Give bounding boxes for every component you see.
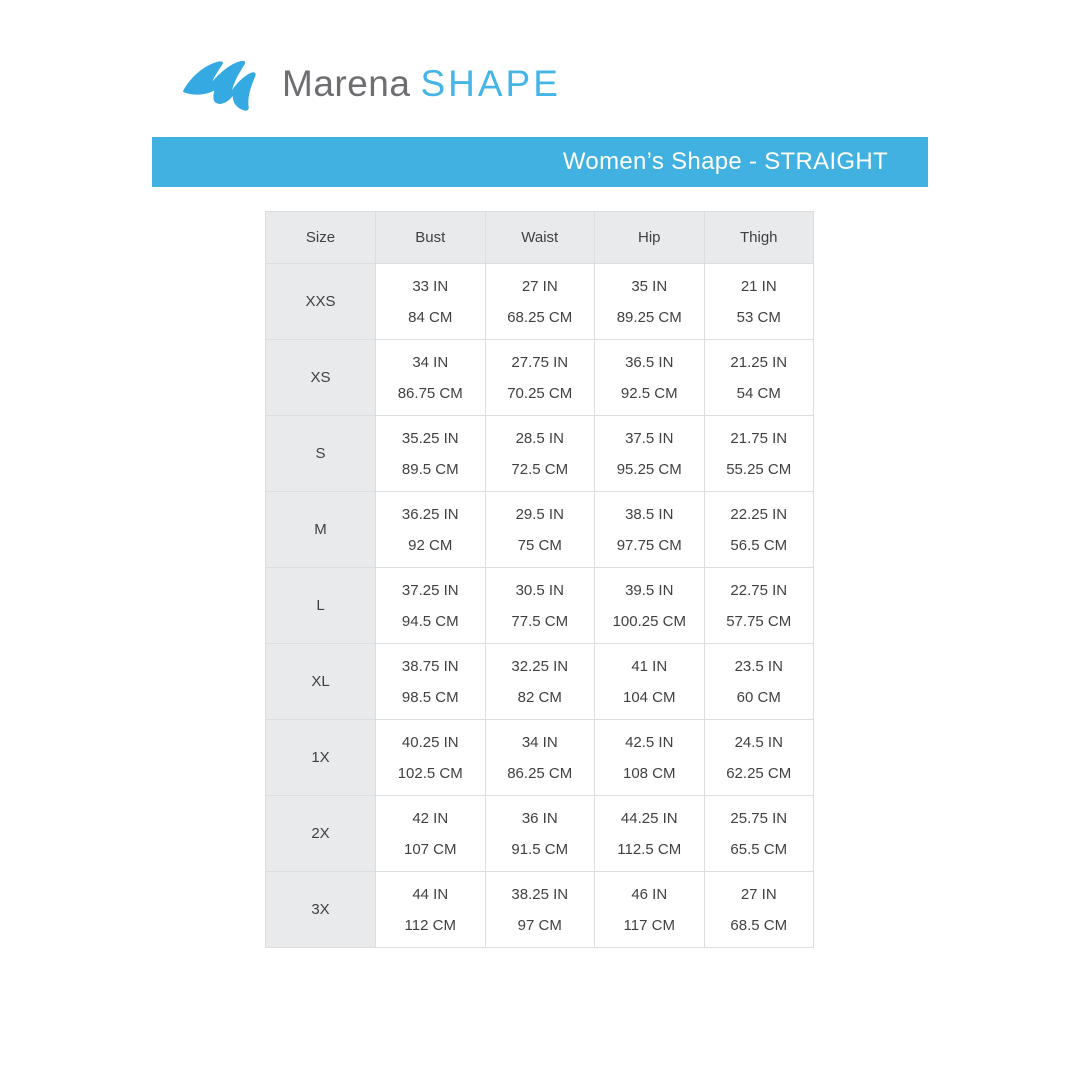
measurement-cell: [595, 872, 705, 948]
table-header-row: [266, 212, 814, 264]
measurement-cm: 94.5 CM: [401, 612, 459, 630]
measurement-cm: 104 CM: [622, 688, 676, 706]
measurement-cm: 72.5 CM: [511, 460, 569, 478]
table-row: [266, 720, 814, 796]
measurement-cm: 84 CM: [408, 308, 453, 326]
measurement-cell: [595, 264, 705, 340]
measurement-cm: 95.25 CM: [616, 460, 682, 478]
measurement-cell: [704, 644, 814, 720]
column-header-size: Size: [266, 212, 376, 264]
measurement-in: 21.25 IN: [730, 353, 788, 371]
measurement-cm: 60 CM: [736, 688, 781, 706]
measurement-in: 44.25 IN: [620, 809, 678, 827]
size-label: 2X: [266, 796, 376, 872]
table-row: [266, 872, 814, 948]
measurement-in: 42.5 IN: [625, 733, 674, 751]
measurement-cm: 98.5 CM: [401, 688, 459, 706]
measurement-in: 27 IN: [740, 885, 777, 903]
size-label: XL: [266, 644, 376, 720]
measurement-in: 36 IN: [521, 809, 558, 827]
measurement-cell: [485, 416, 595, 492]
measurement-cm: 92 CM: [408, 536, 453, 554]
measurement-in: 22.75 IN: [730, 581, 788, 599]
size-label: M: [266, 492, 376, 568]
size-label: S: [266, 416, 376, 492]
table-row: [266, 340, 814, 416]
measurement-cm: 112 CM: [404, 916, 456, 934]
measurement-cm: 100.25 CM: [612, 612, 686, 630]
measurement-in: 22.25 IN: [730, 505, 788, 523]
size-label: XS: [266, 340, 376, 416]
measurement-cell: [485, 720, 595, 796]
measurement-in: 33 IN: [412, 277, 449, 295]
measurement-in: 40.25 IN: [401, 733, 459, 751]
logo-product-name: SHAPE: [420, 62, 561, 104]
measurement-in: 34 IN: [521, 733, 558, 751]
size-chart-table: [265, 211, 814, 948]
measurement-cell: [704, 872, 814, 948]
measurement-cell: [485, 568, 595, 644]
measurement-in: 32.25 IN: [511, 657, 569, 675]
table-row: [266, 492, 814, 568]
measurement-in: 38.25 IN: [511, 885, 569, 903]
measurement-in: 27 IN: [521, 277, 558, 295]
measurement-cm: 89.25 CM: [616, 308, 682, 326]
measurement-cell: [704, 720, 814, 796]
measurement-in: 44 IN: [412, 885, 449, 903]
measurement-cm: 86.75 CM: [397, 384, 463, 402]
column-header-bust: Bust: [376, 212, 486, 264]
measurement-cell: [704, 568, 814, 644]
measurement-cell: [704, 264, 814, 340]
marena-swoosh-m-icon: [180, 54, 268, 112]
measurement-in: 21.75 IN: [730, 429, 788, 447]
measurement-cm: 54 CM: [736, 384, 781, 402]
measurement-cell: [595, 340, 705, 416]
measurement-cell: [704, 492, 814, 568]
measurement-cm: 92.5 CM: [620, 384, 678, 402]
logo-text: [282, 62, 561, 104]
measurement-cell: [485, 872, 595, 948]
measurement-in: 41 IN: [631, 657, 668, 675]
measurement-cell: [376, 644, 486, 720]
measurement-cell: [376, 872, 486, 948]
measurement-cell: [376, 264, 486, 340]
measurement-cm: 68.5 CM: [730, 916, 788, 934]
measurement-in: 42 IN: [412, 809, 449, 827]
measurement-cm: 57.75 CM: [726, 612, 792, 630]
measurement-cell: [595, 644, 705, 720]
measurement-cm: 91.5 CM: [511, 840, 569, 858]
column-header-waist: Waist: [485, 212, 595, 264]
measurement-cm: 117 CM: [623, 916, 675, 934]
measurement-in: 35 IN: [631, 277, 668, 295]
measurement-cell: [485, 264, 595, 340]
measurement-cm: 62.25 CM: [726, 764, 792, 782]
size-label: 1X: [266, 720, 376, 796]
measurement-cell: [376, 340, 486, 416]
measurement-in: 25.75 IN: [730, 809, 788, 827]
measurement-in: 34 IN: [412, 353, 449, 371]
measurement-cell: [704, 416, 814, 492]
measurement-in: 37.5 IN: [625, 429, 674, 447]
measurement-cell: [595, 492, 705, 568]
measurement-in: 37.25 IN: [401, 581, 459, 599]
measurement-cm: 77.5 CM: [511, 612, 569, 630]
table-row: [266, 644, 814, 720]
size-label: 3X: [266, 872, 376, 948]
measurement-cm: 75 CM: [517, 536, 562, 554]
measurement-cm: 82 CM: [517, 688, 562, 706]
marena-logo: [180, 52, 561, 114]
measurement-in: 35.25 IN: [401, 429, 459, 447]
measurement-in: 46 IN: [631, 885, 668, 903]
title-banner: [152, 137, 928, 187]
measurement-cell: [595, 416, 705, 492]
measurement-in: 38.75 IN: [401, 657, 459, 675]
measurement-cell: [704, 340, 814, 416]
measurement-cm: 102.5 CM: [397, 764, 463, 782]
measurement-cm: 108 CM: [622, 764, 676, 782]
table-row: [266, 796, 814, 872]
table-row: [266, 568, 814, 644]
measurement-cell: [595, 796, 705, 872]
measurement-cell: [485, 340, 595, 416]
measurement-in: 29.5 IN: [515, 505, 564, 523]
measurement-cm: 107 CM: [403, 840, 457, 858]
measurement-in: 36.5 IN: [625, 353, 674, 371]
measurement-cm: 53 CM: [736, 308, 781, 326]
measurement-cm: 70.25 CM: [507, 384, 573, 402]
table-row: [266, 416, 814, 492]
column-header-thigh: Thigh: [704, 212, 814, 264]
measurement-cm: 68.25 CM: [507, 308, 573, 326]
measurement-in: 21 IN: [740, 277, 777, 295]
measurement-cm: 55.25 CM: [726, 460, 792, 478]
measurement-cell: [376, 492, 486, 568]
measurement-cell: [376, 796, 486, 872]
banner-title: Women’s Shape - STRAIGHT: [562, 148, 888, 175]
measurement-in: 24.5 IN: [734, 733, 783, 751]
measurement-in: 23.5 IN: [734, 657, 783, 675]
column-header-hip: Hip: [595, 212, 705, 264]
measurement-cm: 89.5 CM: [401, 460, 459, 478]
measurement-cm: 97 CM: [517, 916, 562, 934]
measurement-cell: [485, 644, 595, 720]
measurement-in: 27.75 IN: [511, 353, 569, 371]
measurement-in: 36.25 IN: [401, 505, 459, 523]
measurement-cell: [595, 720, 705, 796]
measurement-cell: [376, 568, 486, 644]
size-label: L: [266, 568, 376, 644]
measurement-in: 28.5 IN: [515, 429, 564, 447]
measurement-cm: 112.5 CM: [617, 840, 682, 858]
table-row: [266, 264, 814, 340]
logo-brand-name: Marena: [282, 62, 411, 104]
measurement-cell: [376, 416, 486, 492]
measurement-cm: 86.25 CM: [507, 764, 573, 782]
measurement-cm: 56.5 CM: [730, 536, 788, 554]
measurement-in: 38.5 IN: [625, 505, 674, 523]
measurement-cell: [595, 568, 705, 644]
measurement-cell: [485, 492, 595, 568]
measurement-in: 39.5 IN: [625, 581, 674, 599]
size-label: XXS: [266, 264, 376, 340]
measurement-in: 30.5 IN: [515, 581, 564, 599]
measurement-cm: 97.75 CM: [616, 536, 682, 554]
measurement-cell: [376, 720, 486, 796]
measurement-cm: 65.5 CM: [730, 840, 788, 858]
measurement-cell: [704, 796, 814, 872]
measurement-cell: [485, 796, 595, 872]
